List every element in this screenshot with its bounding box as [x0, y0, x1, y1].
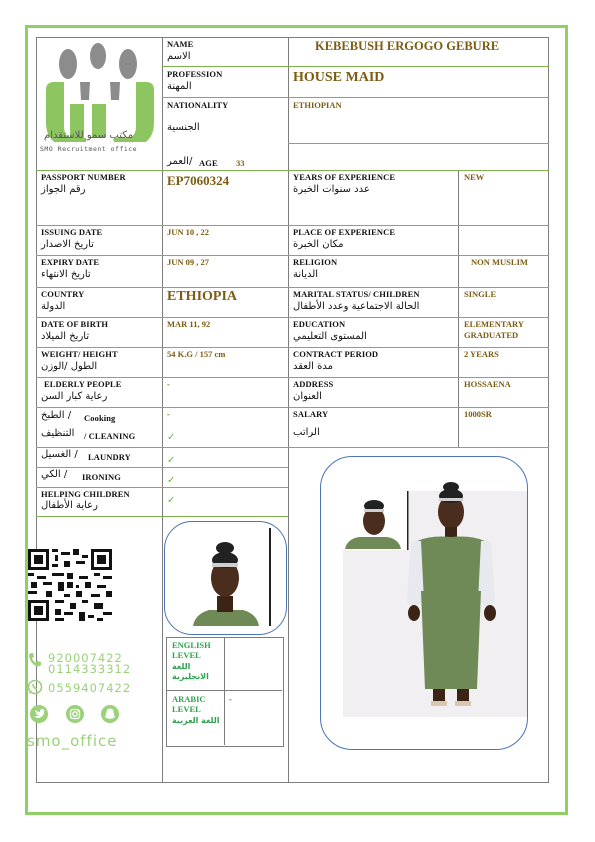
logo-arabic: مكتب سمو للاستقدام: [44, 130, 134, 141]
religion-label: RELIGION: [293, 257, 338, 267]
profession-label: PROFESSION: [167, 69, 223, 79]
qr-code[interactable]: [28, 549, 112, 626]
laundry-label: LAUNDRY: [88, 452, 131, 462]
twitter-icon[interactable]: [30, 705, 48, 723]
age-value: 33: [236, 158, 245, 168]
company-logo: [40, 42, 160, 172]
cleaning-check: ✓: [167, 432, 176, 443]
laundry-label-ar: الغسيل /: [41, 449, 78, 460]
passport-label: PASSPORT NUMBER: [41, 172, 126, 182]
religion-label-ar: الديانة: [293, 269, 319, 280]
salary-label: SALARY: [293, 409, 329, 419]
column-divider: [162, 37, 163, 783]
address-label: ADDRESS: [293, 379, 334, 389]
snapchat-icon[interactable]: [101, 705, 119, 723]
whatsapp-icon: [27, 679, 43, 700]
country-value: ETHIOPIA: [167, 289, 238, 304]
dob-value: MAR 11, 92: [167, 319, 211, 329]
social-handle[interactable]: smo_office: [27, 732, 118, 750]
cleaning-label-ar: التنظيف: [41, 428, 75, 439]
elderly-label: ELDERLY PEOPLE: [44, 379, 122, 389]
marital-label-ar: الحالة الاجتماعية وعدد الأطفال: [293, 301, 420, 312]
contract-value: 2 YEARS: [464, 349, 499, 359]
place-exp-label-ar: مكان الخبرة: [293, 239, 344, 250]
name-value: KEBEBUSH ERGOGO GEBURE: [315, 39, 500, 53]
contract-label: CONTRACT PERIOD: [293, 349, 379, 359]
address-label-ar: العنوان: [293, 391, 322, 402]
experience-label: YEARS OF EXPERIENCE: [293, 172, 396, 182]
arabic-level-label: ARABIC LEVEL: [172, 694, 206, 714]
expiry-value: JUN 09 , 27: [167, 257, 210, 267]
column-divider: [458, 170, 459, 447]
children-label: HELPING CHILDREN: [41, 489, 130, 499]
marital-value: SINGLE: [464, 289, 497, 299]
whatsapp-number[interactable]: 0559407422: [48, 681, 132, 695]
place-exp-label: PLACE OF EXPERIENCE: [293, 227, 396, 237]
education-label-ar: المستوى التعليمي: [293, 331, 367, 342]
arabic-level-label-ar: اللغة العربية: [172, 716, 220, 725]
dob-label-ar: تاريخ الميلاد: [41, 331, 90, 342]
issuing-label-ar: تاريخ الاصدار: [41, 239, 94, 250]
weight-label-ar: الطول /الوزن: [41, 361, 98, 372]
experience-value: NEW: [464, 172, 485, 182]
elderly-value: -: [167, 379, 170, 389]
contract-label-ar: مدة العقد: [293, 361, 333, 372]
phone-icon: [28, 652, 42, 673]
country-label: COUNTRY: [41, 289, 85, 299]
address-value: HOSSAENA: [464, 379, 511, 389]
profession-label-ar: المهنة: [167, 81, 192, 92]
passport-label-ar: رقم الجواز: [41, 184, 86, 195]
cleaning-label: / CLEANING: [84, 431, 136, 441]
name-label: NAME: [167, 39, 194, 49]
ironing-label: IRONING: [82, 472, 121, 482]
full-body-photo: [320, 456, 528, 750]
elderly-label-ar: رعاية كبار السن: [41, 391, 108, 402]
nationality-label-ar: الجنسية: [167, 122, 200, 133]
salary-label-ar: الراتب: [293, 427, 320, 438]
education-value: ELEMENTARY GRADUATED: [464, 319, 524, 340]
weight-value: 54 K.G / 157 cm: [167, 349, 226, 359]
education-label: EDUCATION: [293, 319, 346, 329]
marital-label: MARITAL STATUS/ CHILDREN: [293, 289, 420, 299]
religion-value: NON MUSLIM: [471, 257, 528, 267]
laundry-check: ✓: [167, 455, 176, 466]
column-divider: [288, 37, 289, 783]
cooking-label-ar: الطبخ /: [41, 410, 72, 421]
ironing-check: ✓: [167, 475, 176, 486]
nationality-label: NATIONALITY: [167, 100, 229, 110]
portrait-photo-small: [164, 521, 287, 635]
english-level-label: ENGLISH LEVEL: [172, 640, 211, 660]
issuing-label: ISSUING DATE: [41, 227, 103, 237]
phone-2[interactable]: 0114333312: [48, 662, 132, 676]
english-level-label-ar: اللغة الانجليزية: [172, 662, 209, 681]
passport-value: EP7060324: [167, 173, 230, 188]
arabic-level-value: -: [229, 694, 232, 704]
instagram-icon[interactable]: [66, 705, 84, 723]
expiry-label-ar: تاريخ الانتهاء: [41, 269, 91, 280]
nationality-value: ETHIOPIAN: [293, 100, 342, 110]
salary-value: 1000SR: [464, 409, 492, 419]
dob-label: DATE OF BIRTH: [41, 319, 109, 329]
children-check: ✓: [167, 495, 176, 506]
children-label-ar: رعاية الأطفال: [41, 500, 98, 511]
experience-label-ar: عدد سنوات الخبرة: [293, 184, 370, 195]
cooking-label: Cooking: [84, 413, 116, 423]
profession-value: HOUSE MAID: [293, 70, 385, 85]
country-label-ar: الدولة: [41, 301, 66, 312]
phone-1[interactable]: 920007422: [48, 651, 123, 665]
ironing-label-ar: الكي /: [41, 469, 68, 480]
weight-label: WEIGHT/ HEIGHT: [41, 349, 118, 359]
issuing-value: JUN 10 , 22: [167, 227, 210, 237]
age-label: AGE: [199, 158, 218, 168]
name-label-ar: الاسم: [167, 51, 191, 62]
expiry-label: EXPIRY DATE: [41, 257, 100, 267]
logo-english: SMO Recruitment office: [40, 145, 138, 153]
cooking-value: -: [167, 409, 170, 419]
age-label-ar: العمر/: [167, 156, 193, 167]
